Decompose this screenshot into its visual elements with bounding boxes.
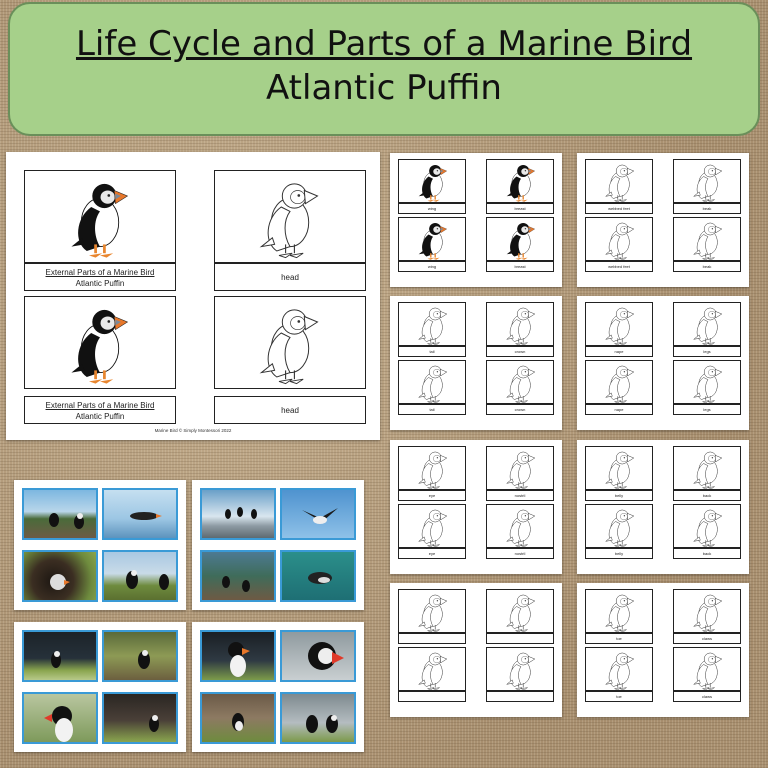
puffin-color-illustration-icon: [65, 300, 135, 388]
part-card-sheet: [577, 440, 749, 574]
puffin-photo: [102, 692, 178, 744]
puffin-part-card: [673, 647, 741, 691]
puffin-part-card: [585, 360, 653, 404]
puffin-part-card: [398, 302, 466, 346]
puffin-photo: [102, 488, 178, 540]
part-label-card: webbed feet: [585, 203, 653, 214]
puffin-outline-illustration-icon: [416, 160, 450, 204]
part-label-card: [398, 633, 466, 644]
puffin-part-card: [398, 504, 466, 548]
part-label-card: nostril: [486, 548, 554, 559]
puffin-outline-illustration-icon: [691, 590, 725, 634]
part-label-card: legs: [673, 404, 741, 415]
part-label-card: webbed feet: [585, 261, 653, 272]
card-caption: External Parts of a Marine Bird Atlantic Puffin: [24, 396, 176, 424]
puffin-part-card: [486, 302, 554, 346]
puffin-part-card: [398, 217, 466, 261]
puffin-part-card: [486, 647, 554, 691]
puffin-photo: [200, 630, 276, 682]
part-label-card: head: [214, 396, 366, 424]
puffin-outline-illustration-icon: [416, 218, 450, 262]
puffin-part-card: [673, 360, 741, 404]
part-label-card: beak: [673, 261, 741, 272]
puffin-outline-illustration-icon: [691, 361, 725, 405]
puffin-photo: [102, 630, 178, 682]
puffin-part-card: [585, 159, 653, 203]
puffin-outline-illustration-icon: [255, 174, 325, 262]
title-banner: [8, 2, 760, 136]
puffin-part-card: [486, 589, 554, 633]
puffin-photo: [200, 550, 276, 602]
part-label-card: crown: [486, 404, 554, 415]
puffin-part-card: [486, 360, 554, 404]
puffin-color-illustration-icon: [65, 174, 135, 262]
puffin-part-card: [673, 446, 741, 490]
part-label-card: tail: [398, 346, 466, 357]
part-label-card: tail: [398, 404, 466, 415]
part-label-card: head: [214, 263, 366, 291]
puffin-photo: [22, 488, 98, 540]
part-label-card: [486, 633, 554, 644]
puffin-outline-card: [214, 170, 366, 263]
puffin-part-card: [398, 647, 466, 691]
part-label-card: belly: [585, 490, 653, 501]
puffin-part-card: [585, 302, 653, 346]
part-label-card: eye: [398, 490, 466, 501]
part-card-sheet: [577, 153, 749, 287]
part-label-card: nape: [585, 404, 653, 415]
part-label-card: claws: [673, 691, 741, 702]
part-label-card: breast: [486, 261, 554, 272]
puffin-outline-illustration-icon: [691, 505, 725, 549]
photo-sheet-4: [192, 622, 364, 752]
part-card-sheet: [390, 153, 562, 287]
puffin-outline-illustration-icon: [504, 590, 538, 634]
puffin-outline-illustration-icon: [416, 590, 450, 634]
puffin-outline-illustration-icon: [255, 300, 325, 388]
part-label-card: eye: [398, 548, 466, 559]
puffin-outline-illustration-icon: [416, 505, 450, 549]
part-label-card: back: [673, 490, 741, 501]
puffin-photo: [22, 630, 98, 682]
puffin-outline-illustration-icon: [603, 447, 637, 491]
part-label-card: toe: [585, 633, 653, 644]
puffin-part-card: [585, 217, 653, 261]
puffin-outline-illustration-icon: [504, 218, 538, 262]
part-card-sheet: [577, 296, 749, 430]
puffin-outline-illustration-icon: [603, 590, 637, 634]
puffin-part-card: [673, 589, 741, 633]
puffin-part-card: [398, 360, 466, 404]
puffin-part-card: [486, 217, 554, 261]
puffin-outline-illustration-icon: [603, 218, 637, 262]
puffin-outline-illustration-icon: [691, 218, 725, 262]
puffin-color-card: [24, 170, 176, 263]
puffin-outline-card: [214, 296, 366, 389]
puffin-outline-illustration-icon: [504, 505, 538, 549]
puffin-outline-illustration-icon: [603, 303, 637, 347]
puffin-outline-illustration-icon: [416, 361, 450, 405]
banner-subtitle: Atlantic Puffin: [266, 68, 502, 108]
photo-sheet-3: [14, 622, 186, 752]
puffin-outline-illustration-icon: [691, 447, 725, 491]
part-label-card: toe: [585, 691, 653, 702]
part-label-card: beak: [673, 203, 741, 214]
puffin-part-card: [673, 504, 741, 548]
puffin-outline-illustration-icon: [504, 447, 538, 491]
puffin-photo: [280, 630, 356, 682]
part-label-card: wing: [398, 261, 466, 272]
puffin-color-card: [24, 296, 176, 389]
puffin-outline-illustration-icon: [691, 648, 725, 692]
puffin-photo: [22, 550, 98, 602]
puffin-outline-illustration-icon: [603, 160, 637, 204]
puffin-photo: [102, 550, 178, 602]
part-label-card: crown: [486, 346, 554, 357]
puffin-outline-illustration-icon: [416, 447, 450, 491]
puffin-outline-illustration-icon: [603, 505, 637, 549]
puffin-part-card: [398, 589, 466, 633]
part-card-sheet: [390, 583, 562, 717]
part-card-sheet: [390, 440, 562, 574]
puffin-photo: [280, 550, 356, 602]
part-label-card: nostril: [486, 490, 554, 501]
puffin-part-card: [486, 159, 554, 203]
puffin-part-card: [486, 446, 554, 490]
puffin-part-card: [585, 589, 653, 633]
puffin-outline-illustration-icon: [504, 303, 538, 347]
part-card-sheet: [577, 583, 749, 717]
banner-title: Life Cycle and Parts of a Marine Bird: [75, 24, 693, 64]
puffin-outline-illustration-icon: [416, 303, 450, 347]
puffin-photo: [200, 488, 276, 540]
puffin-part-card: [585, 446, 653, 490]
puffin-photo: [280, 692, 356, 744]
puffin-part-card: [585, 504, 653, 548]
part-label-card: wing: [398, 203, 466, 214]
part-label-card: [486, 691, 554, 702]
puffin-photo: [280, 488, 356, 540]
puffin-part-card: [398, 446, 466, 490]
puffin-part-card: [673, 159, 741, 203]
copyright-text: Marine Bird © Simply Montessori 2022: [154, 428, 232, 433]
puffin-part-card: [486, 504, 554, 548]
puffin-outline-illustration-icon: [691, 303, 725, 347]
puffin-part-card: [673, 217, 741, 261]
puffin-outline-illustration-icon: [691, 160, 725, 204]
part-label-card: back: [673, 548, 741, 559]
puffin-photo: [22, 692, 98, 744]
puffin-outline-illustration-icon: [603, 648, 637, 692]
puffin-outline-illustration-icon: [504, 648, 538, 692]
puffin-outline-illustration-icon: [504, 361, 538, 405]
part-card-sheet: [390, 296, 562, 430]
part-label-card: legs: [673, 346, 741, 357]
photo-sheet-1: [14, 480, 186, 610]
puffin-part-card: [398, 159, 466, 203]
part-label-card: [398, 691, 466, 702]
puffin-outline-illustration-icon: [416, 648, 450, 692]
part-label-card: belly: [585, 548, 653, 559]
puffin-outline-illustration-icon: [504, 160, 538, 204]
main-parts-sheet: [6, 152, 380, 440]
card-caption: External Parts of a Marine Bird Atlantic Puffin: [24, 263, 176, 291]
puffin-outline-illustration-icon: [603, 361, 637, 405]
puffin-photo: [200, 692, 276, 744]
puffin-part-card: [585, 647, 653, 691]
photo-sheet-2: [192, 480, 364, 610]
part-label-card: nape: [585, 346, 653, 357]
part-label-card: claws: [673, 633, 741, 644]
puffin-part-card: [673, 302, 741, 346]
part-label-card: breast: [486, 203, 554, 214]
